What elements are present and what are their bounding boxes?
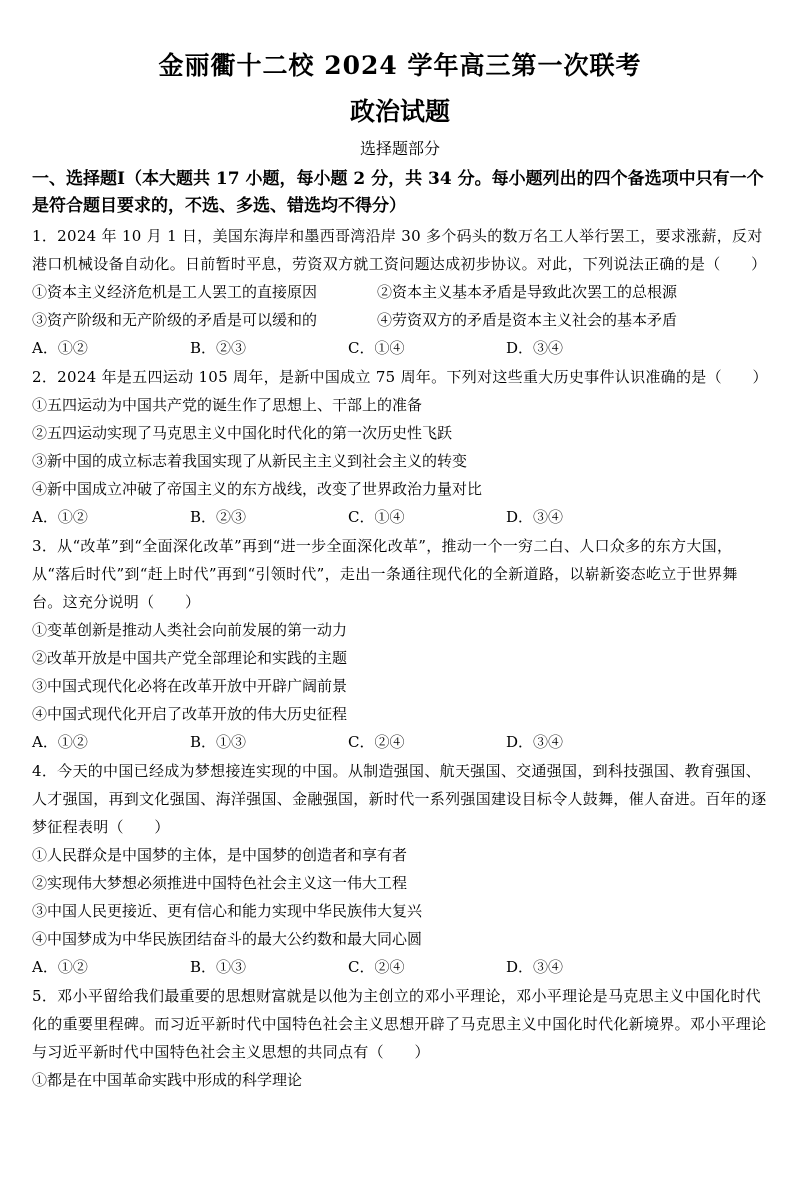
answer-choices (32, 503, 768, 531)
answer-choice: D．③④ (506, 958, 564, 977)
statement-option: ③中国式现代化必将在改革开放中开辟广阔前景 (32, 677, 348, 696)
answer-choice: A．①② (32, 958, 88, 977)
answer-choices (32, 334, 768, 362)
statement-option: ④中国梦成为中华民族团结奋斗的最大公约数和最大同心圆 (32, 930, 423, 949)
section-heading: 一、选择题Ⅰ（本大题共 17 小题，每小题 2 分，共 34 分。每小题列出的四个备选项中只有一个是符合题目要求的，不选、多选、错选均不得分） (32, 169, 764, 216)
statement-option: ②五四运动实现了马克思主义中国化时代化的第一次历史性飞跃 (32, 423, 453, 442)
answer-choice: B．①③ (190, 733, 247, 752)
answer-choice: D．③④ (506, 733, 564, 752)
question-stem: 3．从“改革”到“全面深化改革”再到“进一步全面深化改革”，推动一个一穷二白、人口众多的东方大国，从“落后时代”到“赶上时代”再到“引领时代”，走出一条通往现代化的全新道路，以崭新姿态屹立于世界舞台。这充分说明（ ） (32, 536, 738, 611)
answer-choice: D．③④ (506, 508, 564, 527)
answer-choice: D．③④ (506, 339, 564, 358)
question-stem: 4．今天的中国已经成为梦想接连实现的中国。从制造强国、航天强国、交通强国，到科技强国、教育强国、人才强国，再到文化强国、海洋强国、金融强国，新时代一系列强国建设目标令人鼓舞，催人奋进。百年的逐梦征程表明（ ） (32, 761, 767, 836)
statement-option: ④中国式现代化开启了改革开放的伟大历史征程 (32, 705, 348, 724)
answer-choice: A．①② (32, 508, 88, 527)
question-3 (32, 532, 768, 757)
answer-choice: B．②③ (190, 339, 247, 358)
answer-choice: C．①④ (348, 508, 405, 527)
answer-choices (32, 728, 768, 756)
statement-option: ③中国人民更接近、更有信心和能力实现中华民族伟大复兴 (32, 902, 423, 921)
question-stem: 1．2024 年 10 月 1 日，美国东海岸和墨西哥湾沿岸 30 多个码头的数万名工人举行罢工，要求涨薪，反对港口机械设备自动化。日前暂时平息，劳资双方就工资问题达成初步协议。对此，下列说法正确的是（ ） (32, 227, 767, 273)
question-1 (32, 222, 768, 363)
statement-option: ①五四运动为中国共产党的诞生作了思想上、干部上的准备 (32, 395, 423, 414)
statement-option: ③资产阶级和无产阶级的矛盾是可以缓和的 (32, 311, 318, 330)
statement-option: ②资本主义基本矛盾是导致此次罢工的总根源 (377, 283, 678, 301)
statement-option: ①人民群众是中国梦的主体，是中国梦的创造者和享有者 (32, 845, 408, 864)
exam-subject-title: 政治试题 (349, 97, 450, 126)
answer-choice: C．②④ (348, 733, 405, 752)
statement-option: ①资本主义经济危机是工人罢工的直接原因 (32, 283, 318, 301)
statement-option: ①变革创新是推动人类社会向前发展的第一动力 (32, 620, 348, 639)
option-row (32, 278, 768, 306)
question-stem: 5．邓小平留给我们最重要的思想财富就是以他为主创立的邓小平理论，邓小平理论是马克思主义中国化时代化的重要里程碑。而习近平新时代中国特色社会主义思想开辟了马克思主义中国化时代化新境界。邓小平理论与习近平新时代中国特色社会主义思想的共同点有（ ） (32, 986, 767, 1061)
question-5 (32, 982, 768, 1094)
statement-option: ①都是在中国革命实践中形成的科学理论 (32, 1070, 303, 1089)
statement-option: ②改革开放是中国共产党全部理论和实践的主题 (32, 648, 348, 667)
question-2 (32, 363, 768, 532)
answer-choice: B．②③ (190, 508, 247, 527)
answer-choice: C．①④ (348, 339, 405, 358)
option-row (32, 306, 768, 334)
statement-option: ②实现伟大梦想必须推进中国特色社会主义这一伟大工程 (32, 873, 408, 892)
part-heading: 选择题部分 (359, 139, 440, 158)
statement-option: ④劳资双方的矛盾是资本主义社会的基本矛盾 (377, 311, 678, 330)
answer-choice: A．①② (32, 339, 88, 358)
answer-choice: A．①② (32, 733, 88, 752)
statement-option: ④新中国成立冲破了帝国主义的东方战线，改变了世界政治力量对比 (32, 480, 483, 499)
statement-option: ③新中国的成立标志着我国实现了从新民主主义到社会主义的转变 (32, 452, 468, 471)
answer-choice: B．①③ (190, 958, 247, 977)
exam-title: 金丽衢十二校 2024 学年高三第一次联考 (158, 51, 642, 80)
question-stem: 2．2024 年是五四运动 105 周年，是新中国成立 75 周年。下列对这些重大历史事件认识准确的是（ ） (32, 367, 768, 386)
question-4 (32, 757, 768, 982)
answer-choice: C．②④ (348, 958, 405, 977)
answer-choices (32, 953, 768, 981)
